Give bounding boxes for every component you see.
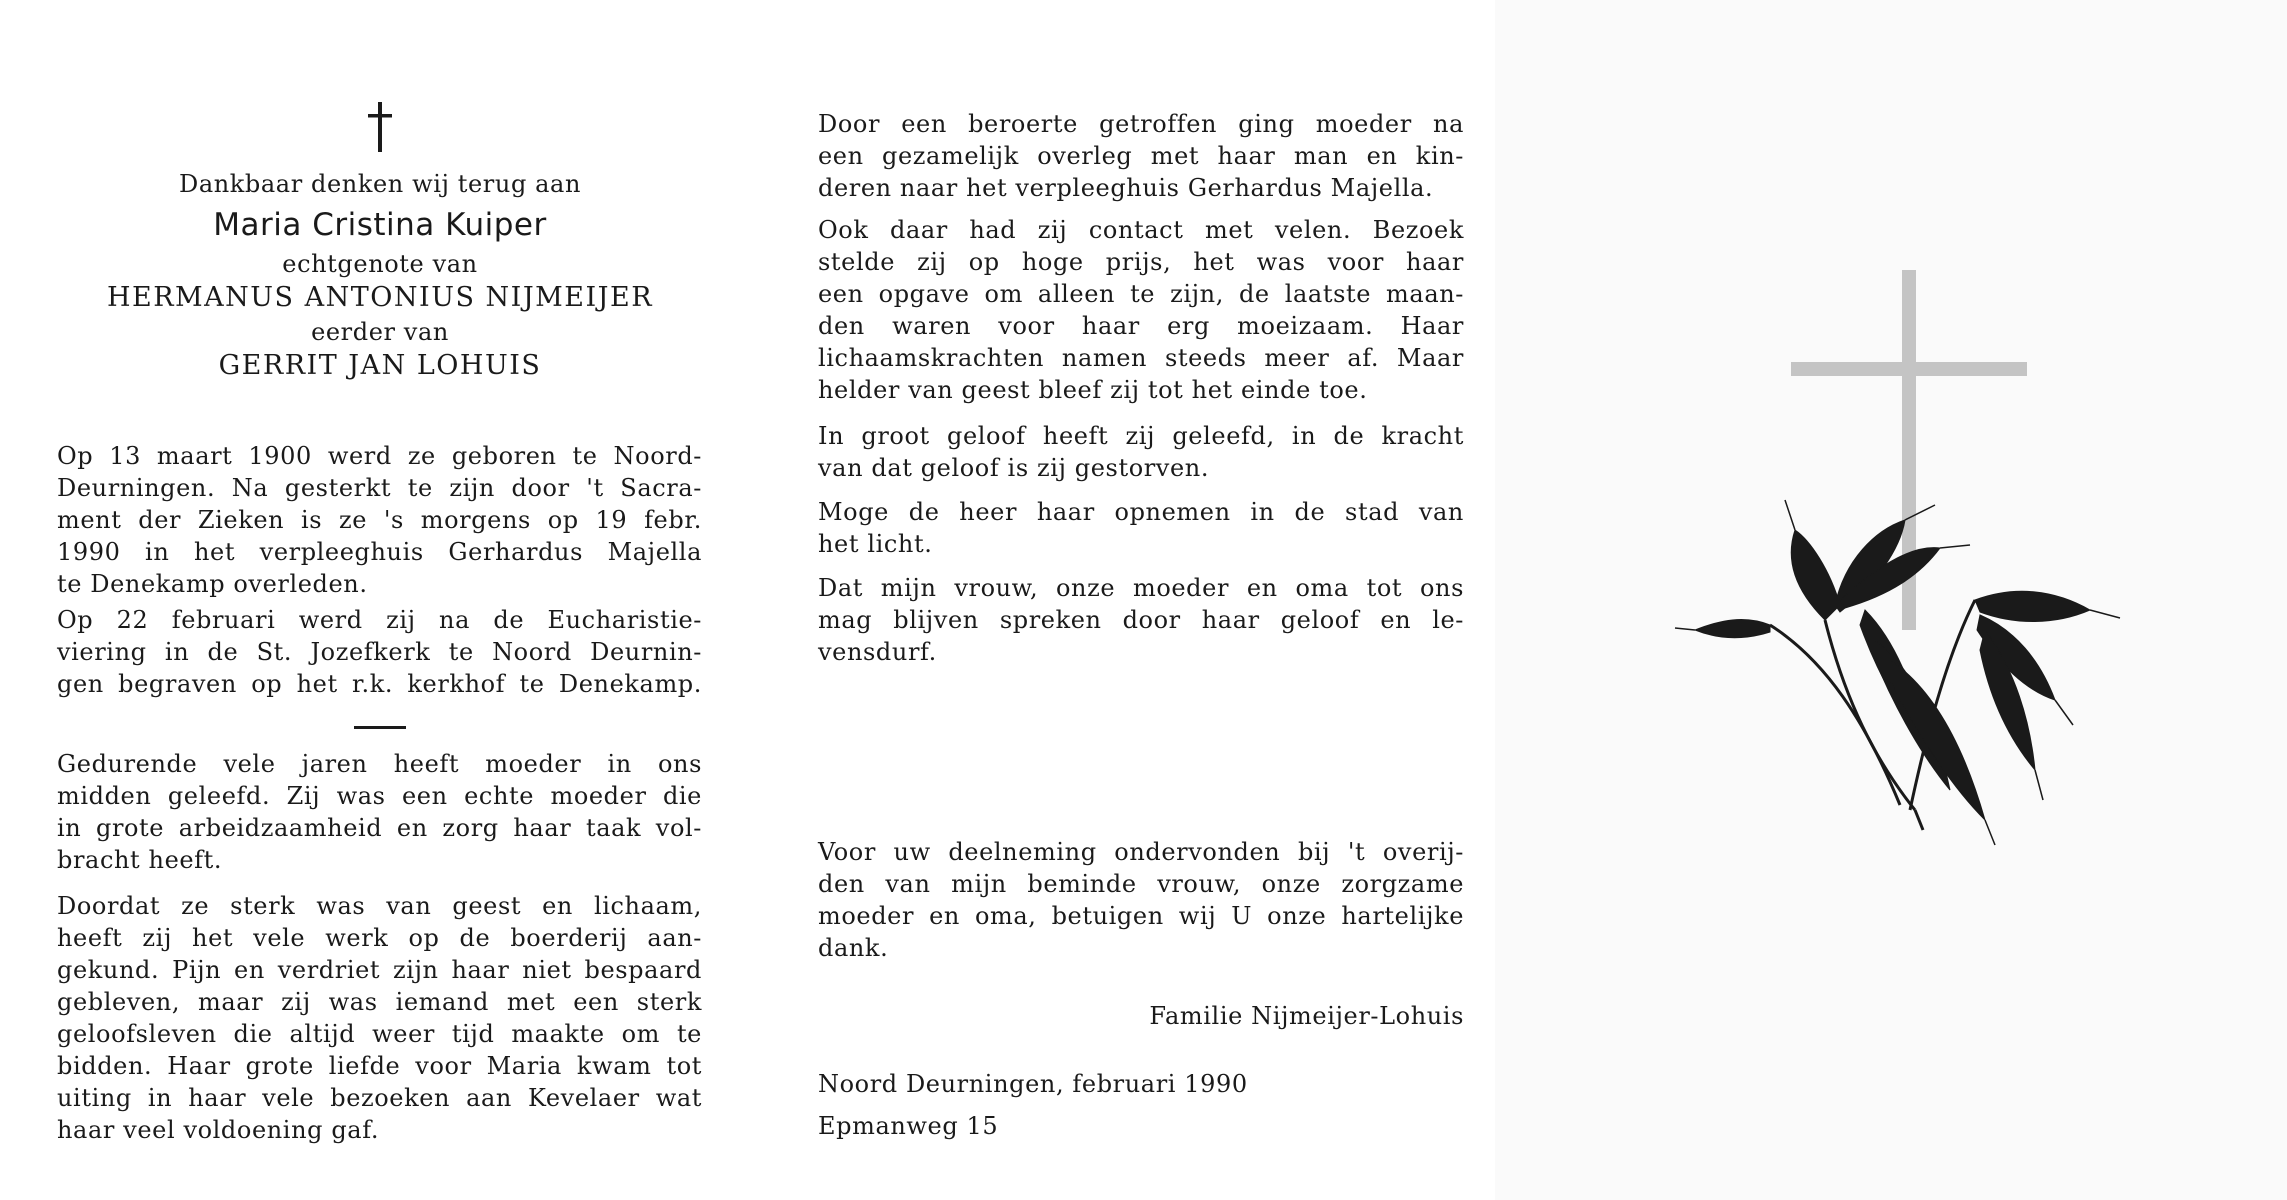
text-line: stelde zij op hoge prijs, het was voor haar — [818, 248, 1464, 276]
text-line: Moge de heer haar opnemen in de stad van — [818, 498, 1464, 526]
wheat-ears-icon — [1675, 500, 2120, 845]
divider — [354, 726, 406, 729]
text-line: lichaamskrachten namen steeds meer af. Maar — [818, 344, 1464, 372]
text-line: deren naar het verpleeghuis Gerhardus Majella. — [818, 174, 1434, 202]
text-line: In groot geloof heeft zij geleefd, in de kracht — [818, 422, 1464, 450]
header — [106, 168, 654, 384]
address: Epmanweg 15 — [818, 1112, 999, 1140]
text-line: geloofsleven die altijd weer tijd maakte om te — [57, 1020, 702, 1048]
former-label: eerder van — [311, 318, 449, 346]
text-line: Deurningen. Na gesterkt te zijn door 't Sacra- — [57, 474, 702, 502]
text-line: Op 22 februari werd zij na de Eucharistie- — [57, 606, 702, 634]
text-line: uiting in haar vele bezoeken aan Kevelaer wat — [57, 1084, 702, 1112]
place-date: Noord Deurningen, februari 1990 — [818, 1070, 1248, 1098]
text-line: midden geleefd. Zij was een echte moeder die — [57, 782, 702, 810]
text-line: 1990 in het verpleeghuis Gerhardus Majella — [57, 538, 702, 566]
text-line: bidden. Haar grote liefde voor Maria kwam tot — [57, 1052, 702, 1080]
decoration-art — [1495, 0, 2287, 1200]
text-line: heeft zij het vele werk op de boerderij aan- — [57, 924, 702, 952]
text-line: gen begraven op het r.k. kerkhof te Denekamp. — [57, 670, 702, 698]
text-line: den waren voor haar erg moeizaam. Haar — [818, 312, 1464, 340]
intro-line: Dankbaar denken wij terug aan — [178, 170, 582, 198]
text-line: Ook daar had zij contact met velen. Bezoek — [818, 216, 1464, 244]
text-line: te Denekamp overleden. — [57, 570, 368, 598]
former-spouse-name: GERRIT JAN LOHUIS — [218, 350, 542, 381]
legacy-paragraph — [818, 572, 1464, 668]
text-line: mag blijven spreken door haar geloof en le- — [818, 606, 1464, 634]
family-signature: Familie Nijmeijer-Lohuis — [1149, 1002, 1464, 1030]
text-line: Door een beroerte getroffen ging moeder na — [818, 110, 1464, 138]
text-line: vensdurf. — [818, 638, 937, 666]
cross-icon — [365, 100, 395, 154]
text-line: in grote arbeidzaamheid en zorg haar taak vol- — [57, 814, 702, 842]
text-line: viering in de St. Jozefkerk te Noord Deurnin- — [57, 638, 702, 666]
text-line: een opgave om alleen te zijn, de laatste maan- — [818, 280, 1464, 308]
text-line: haar veel voldoening gaf. — [57, 1116, 380, 1144]
text-line: Gedurende vele jaren heeft moeder in ons — [57, 750, 702, 778]
text-line: een gezamelijk overleg met haar man en kin- — [818, 142, 1464, 170]
spouse-label: echtgenote van — [282, 250, 478, 278]
character-paragraph — [57, 890, 702, 1146]
deceased-name: Maria Cristina Kuiper — [213, 207, 547, 243]
text-line: dank. — [818, 934, 889, 962]
illness-paragraph — [818, 108, 1464, 204]
nursing-home-paragraph — [818, 214, 1464, 406]
text-line: gebleven, maar zij was iemand met een sterk — [57, 988, 702, 1016]
text-line: den van mijn beminde vrouw, onze zorgzame — [818, 870, 1464, 898]
text-line: het licht. — [818, 530, 933, 558]
text-line: van dat geloof is zij gestorven. — [818, 454, 1210, 482]
text-line: gekund. Pijn en verdriet zijn haar niet bespaard — [57, 956, 702, 984]
thanks-paragraph — [818, 836, 1464, 964]
spouse-name: HERMANUS ANTONIUS NIJMEIJER — [106, 282, 654, 313]
text-line: Doordat ze sterk was van geest en lichaam, — [57, 892, 702, 920]
birth-death-paragraph — [57, 440, 702, 600]
text-line: helder van geest bleef zij tot het einde toe. — [818, 376, 1368, 404]
decorative-panel — [1495, 0, 2287, 1200]
text-line: Voor uw deelneming ondervonden bij 't overij- — [818, 838, 1464, 866]
burial-paragraph — [57, 604, 702, 700]
text-line: ment der Zieken is ze 's morgens op 19 febr. — [57, 506, 702, 534]
text-line: bracht heeft. — [57, 846, 223, 874]
text-line: Op 13 maart 1900 werd ze geboren te Noord- — [57, 442, 702, 470]
text-line: Dat mijn vrouw, onze moeder en oma tot ons — [818, 574, 1464, 602]
prayer-paragraph — [818, 496, 1464, 560]
text-line: moeder en oma, betuigen wij U onze hartelijke — [818, 902, 1464, 930]
life-paragraph — [57, 748, 702, 876]
faith-paragraph — [818, 420, 1464, 484]
